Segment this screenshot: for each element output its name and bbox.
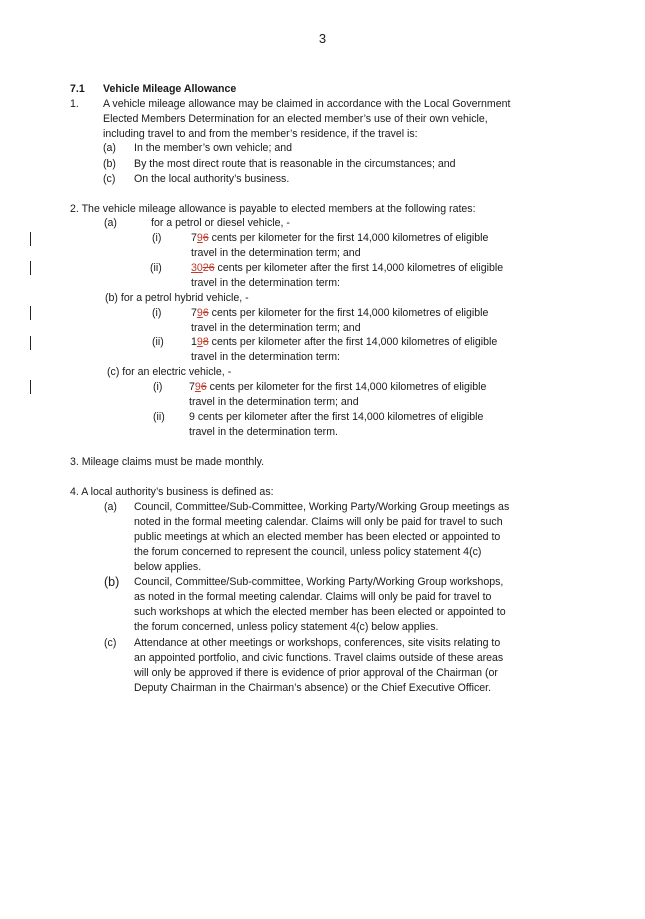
rate-line	[191, 306, 488, 320]
change-bar	[30, 232, 31, 246]
item-1-line: Elected Members Determination for an elected member’s use of their own vehicle,	[103, 113, 488, 125]
item-4-line: the forum concerned to represent the council, unless policy statement 4(c)	[134, 546, 482, 558]
item-2-a-text: for a petrol or diesel vehicle, -	[151, 217, 290, 229]
item-4-line: Council, Committee/Sub-committee, Working Party/Working Group workshops,	[134, 576, 504, 588]
rate-label: (ii)	[150, 262, 162, 274]
change-bar	[30, 261, 31, 275]
item-1-line: including travel to and from the member’s residence, if the travel is:	[103, 128, 418, 140]
rate-line	[189, 380, 486, 394]
inserted-digit: 9	[196, 232, 203, 244]
item-4-line: Deputy Chairman in the Chairman’s absence) or the Chief Executive Officer.	[134, 682, 492, 694]
rate-label: (ii)	[153, 411, 165, 423]
item-1-sub-text: On the local authority’s business.	[134, 173, 290, 185]
rate-text: cents per kilometer for the first 14,000 kilometres of eligible	[208, 307, 489, 319]
rate-cont: travel in the determination term; and	[191, 322, 361, 334]
section-title: Vehicle Mileage Allowance	[103, 83, 237, 95]
deleted-digit: 6	[202, 307, 209, 319]
item-4-line: below applies.	[134, 561, 202, 573]
rate-digit: 7	[191, 232, 197, 244]
rate-label: (i)	[152, 232, 162, 244]
item-2-a-label: (a)	[104, 217, 117, 229]
rate-text: cents per kilometer for the first 14,000 kilometres of eligible	[208, 232, 489, 244]
rate-text: cents per kilometer for the first 14,000 kilometres of eligible	[206, 381, 487, 393]
rate-cont: travel in the determination term; and	[189, 396, 359, 408]
item-2-intro: 2. The vehicle mileage allowance is payable to elected members at the following rates:	[70, 203, 476, 215]
rate-digit: 1	[191, 336, 197, 348]
item-1-number: 1.	[70, 98, 79, 110]
section-number: 7.1	[70, 83, 85, 95]
item-1-sub-text: By the most direct route that is reasonable in the circumstances; and	[134, 158, 456, 170]
item-4-line: as noted in the formal meeting calendar. Claims will only be paid for travel to	[134, 591, 492, 603]
item-4-line: Attendance at other meetings or workshops, conferences, site visits relating to	[134, 637, 501, 649]
deleted-digit: 6	[200, 381, 207, 393]
item-4-line: an appointed portfolio, and civic functions. Travel claims outside of these areas	[134, 652, 504, 664]
rate-text: cents per kilometer after the first 14,000 kilometres of eligible	[208, 336, 498, 348]
rate-line	[191, 335, 497, 349]
item-4-line: such workshops at which the elected member has been elected or appointed to	[134, 606, 506, 618]
deleted-digit: 8	[202, 336, 209, 348]
item-4-line: public meetings at which an elected member has been elected or appointed to	[134, 531, 501, 543]
item-1-sub-text: In the member’s own vehicle; and	[134, 142, 293, 154]
rate-cont: travel in the determination term; and	[191, 247, 361, 259]
item-3: 3. Mileage claims must be made monthly.	[70, 456, 265, 468]
rate-cont: travel in the determination term:	[191, 277, 340, 289]
rate-label: (i)	[152, 307, 162, 319]
change-bar	[30, 380, 31, 394]
item-4-sub-label: (c)	[104, 637, 117, 649]
rate-label: (ii)	[152, 336, 164, 348]
rate-label: (i)	[153, 381, 163, 393]
rate-cont: travel in the determination term.	[189, 426, 338, 438]
item-4-line: Council, Committee/Sub-Committee, Working Party/Working Group meetings as	[134, 501, 510, 513]
item-1-line: A vehicle mileage allowance may be claimed in accordance with the Local Government	[103, 98, 511, 110]
item-4-line: noted in the formal meeting calendar. Claims will only be paid for travel to such	[134, 516, 503, 528]
item-4-line: the forum concerned, unless policy statement 4(c) below applies.	[134, 621, 439, 633]
item-1-sub-label: (c)	[103, 173, 116, 185]
rate-line	[191, 261, 503, 275]
deleted-digit: 6	[202, 232, 209, 244]
page-number: 3	[318, 31, 327, 46]
rate-digit: 7	[191, 307, 197, 319]
rate-cont: travel in the determination term:	[191, 351, 340, 363]
item-4-intro: 4. A local authority’s business is defined as:	[70, 486, 274, 498]
item-4-sub-label: (b)	[104, 575, 120, 589]
item-2-b-heading: (b) for a petrol hybrid vehicle, -	[105, 292, 249, 304]
rate-text: cents per kilometer after the first 14,000 kilometres of eligible	[214, 262, 504, 274]
inserted-digit: 30	[191, 262, 203, 274]
inserted-digit: 9	[194, 381, 201, 393]
rate-line	[191, 231, 488, 245]
inserted-digit: 9	[196, 336, 203, 348]
item-1-sub-label: (a)	[103, 142, 116, 154]
item-4-line: will only be approved if there is evidence of prior approval of the Chairman (or	[134, 667, 498, 679]
change-bar	[30, 336, 31, 350]
item-2-c-heading: (c) for an electric vehicle, -	[107, 366, 232, 378]
inserted-digit: 9	[196, 307, 203, 319]
rate-text: 9 cents per kilometer after the first 14,000 kilometres of eligible	[189, 411, 484, 423]
rate-digit: 7	[189, 381, 195, 393]
deleted-digit: 26	[202, 262, 215, 274]
change-bar	[30, 306, 31, 320]
item-4-sub-label: (a)	[104, 501, 117, 513]
item-1-sub-label: (b)	[103, 158, 116, 170]
